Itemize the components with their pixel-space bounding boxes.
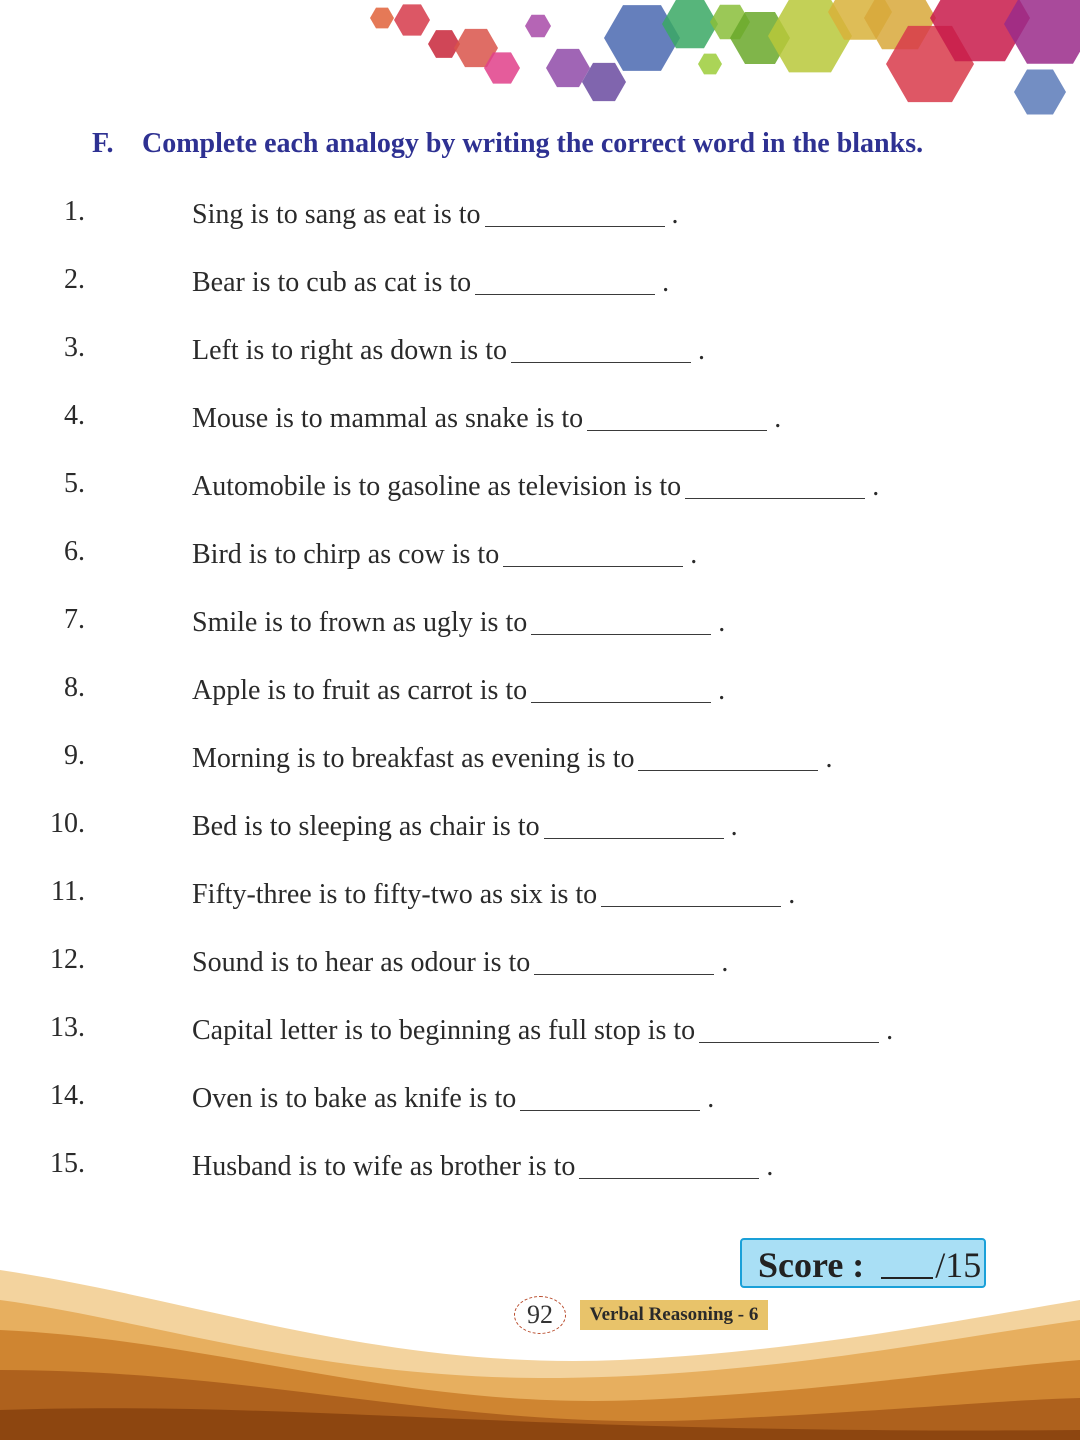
answer-blank[interactable] — [485, 196, 665, 227]
question-item — [0, 872, 1000, 912]
answer-blank[interactable] — [511, 332, 691, 363]
question-item — [0, 532, 1000, 572]
question-text-line — [192, 872, 795, 915]
question-end-mark: . — [690, 539, 698, 570]
question-end-mark: . — [766, 1151, 774, 1182]
question-item — [0, 600, 1000, 640]
answer-blank[interactable] — [503, 536, 683, 567]
question-text-line — [192, 804, 738, 847]
question-text-line — [192, 1008, 893, 1051]
score-box — [740, 1238, 986, 1288]
question-text: Morning is to breakfast as evening is to — [192, 743, 635, 774]
question-item — [0, 1008, 1000, 1048]
question-text-line — [192, 532, 697, 575]
question-text: Oven is to bake as knife is to — [192, 1083, 517, 1114]
answer-blank[interactable] — [534, 944, 714, 975]
answer-blank[interactable] — [531, 672, 711, 703]
question-text: Apple is to fruit as carrot is to — [192, 675, 528, 706]
question-item — [0, 940, 1000, 980]
question-text-line — [192, 260, 669, 303]
question-text: Capital letter is to beginning as full stop is to — [192, 1015, 696, 1046]
question-text: Automobile is to gasoline as television is to — [192, 471, 682, 502]
question-item — [0, 328, 1000, 368]
question-number: 12. — [50, 944, 85, 975]
answer-blank[interactable] — [587, 400, 767, 431]
question-end-mark: . — [730, 811, 738, 842]
question-end-mark: . — [886, 1015, 894, 1046]
answer-blank[interactable] — [579, 1148, 759, 1179]
question-item — [0, 1076, 1000, 1116]
question-text-line — [192, 600, 725, 643]
question-text: Left is to right as down is to — [192, 335, 507, 366]
question-number: 3. — [64, 332, 85, 363]
question-number: 1. — [64, 196, 85, 227]
answer-blank[interactable] — [531, 604, 711, 635]
question-number: 4. — [64, 400, 85, 431]
question-end-mark: . — [718, 607, 726, 638]
question-text-line — [192, 736, 832, 779]
question-text-line — [192, 1076, 714, 1119]
question-item — [0, 192, 1000, 232]
question-item — [0, 396, 1000, 436]
answer-blank[interactable] — [699, 1012, 879, 1043]
question-end-mark: . — [825, 743, 833, 774]
question-text-line — [192, 940, 728, 983]
question-number: 10. — [50, 808, 85, 839]
question-number: 9. — [64, 740, 85, 771]
question-end-mark: . — [662, 267, 670, 298]
question-end-mark: . — [707, 1083, 715, 1114]
question-end-mark: . — [872, 471, 880, 502]
question-text-line — [192, 396, 781, 439]
question-end-mark: . — [774, 403, 782, 434]
answer-blank[interactable] — [475, 264, 655, 295]
question-item — [0, 668, 1000, 708]
question-text: Sing is to sang as eat is to — [192, 199, 481, 230]
question-text-line — [192, 464, 879, 507]
question-item — [0, 1144, 1000, 1184]
question-number: 14. — [50, 1080, 85, 1111]
question-text: Bed is to sleeping as chair is to — [192, 811, 540, 842]
question-text-line — [192, 192, 679, 235]
question-end-mark: . — [788, 879, 796, 910]
section-letter: F. — [92, 128, 114, 159]
answer-blank[interactable] — [638, 740, 818, 771]
question-text: Mouse is to mammal as snake is to — [192, 403, 584, 434]
question-number: 15. — [50, 1148, 85, 1179]
score-total: /15 — [935, 1245, 982, 1285]
question-item — [0, 260, 1000, 300]
section-instruction: Complete each analogy by writing the correct word in the blanks. — [142, 128, 924, 159]
question-end-mark: . — [671, 199, 679, 230]
page-number: 92 — [514, 1296, 566, 1334]
answer-blank[interactable] — [685, 468, 865, 499]
score-blank[interactable] — [881, 1245, 933, 1279]
score-label: Score : — [758, 1245, 865, 1285]
question-end-mark: . — [721, 947, 729, 978]
question-item — [0, 464, 1000, 504]
question-end-mark: . — [718, 675, 726, 706]
question-text: Bear is to cub as cat is to — [192, 267, 472, 298]
question-number: 8. — [64, 672, 85, 703]
question-text: Sound is to hear as odour is to — [192, 947, 531, 978]
question-text: Fifty-three is to fifty-two as six is to — [192, 879, 598, 910]
question-item — [0, 736, 1000, 776]
question-text-line — [192, 328, 705, 371]
answer-blank[interactable] — [601, 876, 781, 907]
answer-blank[interactable] — [520, 1080, 700, 1111]
question-number: 11. — [51, 876, 85, 907]
question-number: 6. — [64, 536, 85, 567]
question-text-line — [192, 668, 725, 711]
question-text: Bird is to chirp as cow is to — [192, 539, 500, 570]
question-number: 13. — [50, 1012, 85, 1043]
question-text-line — [192, 1144, 773, 1187]
question-number: 2. — [64, 264, 85, 295]
book-title-tag: Verbal Reasoning - 6 — [580, 1300, 768, 1330]
answer-blank[interactable] — [544, 808, 724, 839]
question-text: Husband is to wife as brother is to — [192, 1151, 576, 1182]
question-end-mark: . — [697, 335, 705, 366]
question-text: Smile is to frown as ugly is to — [192, 607, 528, 638]
question-item — [0, 804, 1000, 844]
question-number: 5. — [64, 468, 85, 499]
question-number: 7. — [64, 604, 85, 635]
